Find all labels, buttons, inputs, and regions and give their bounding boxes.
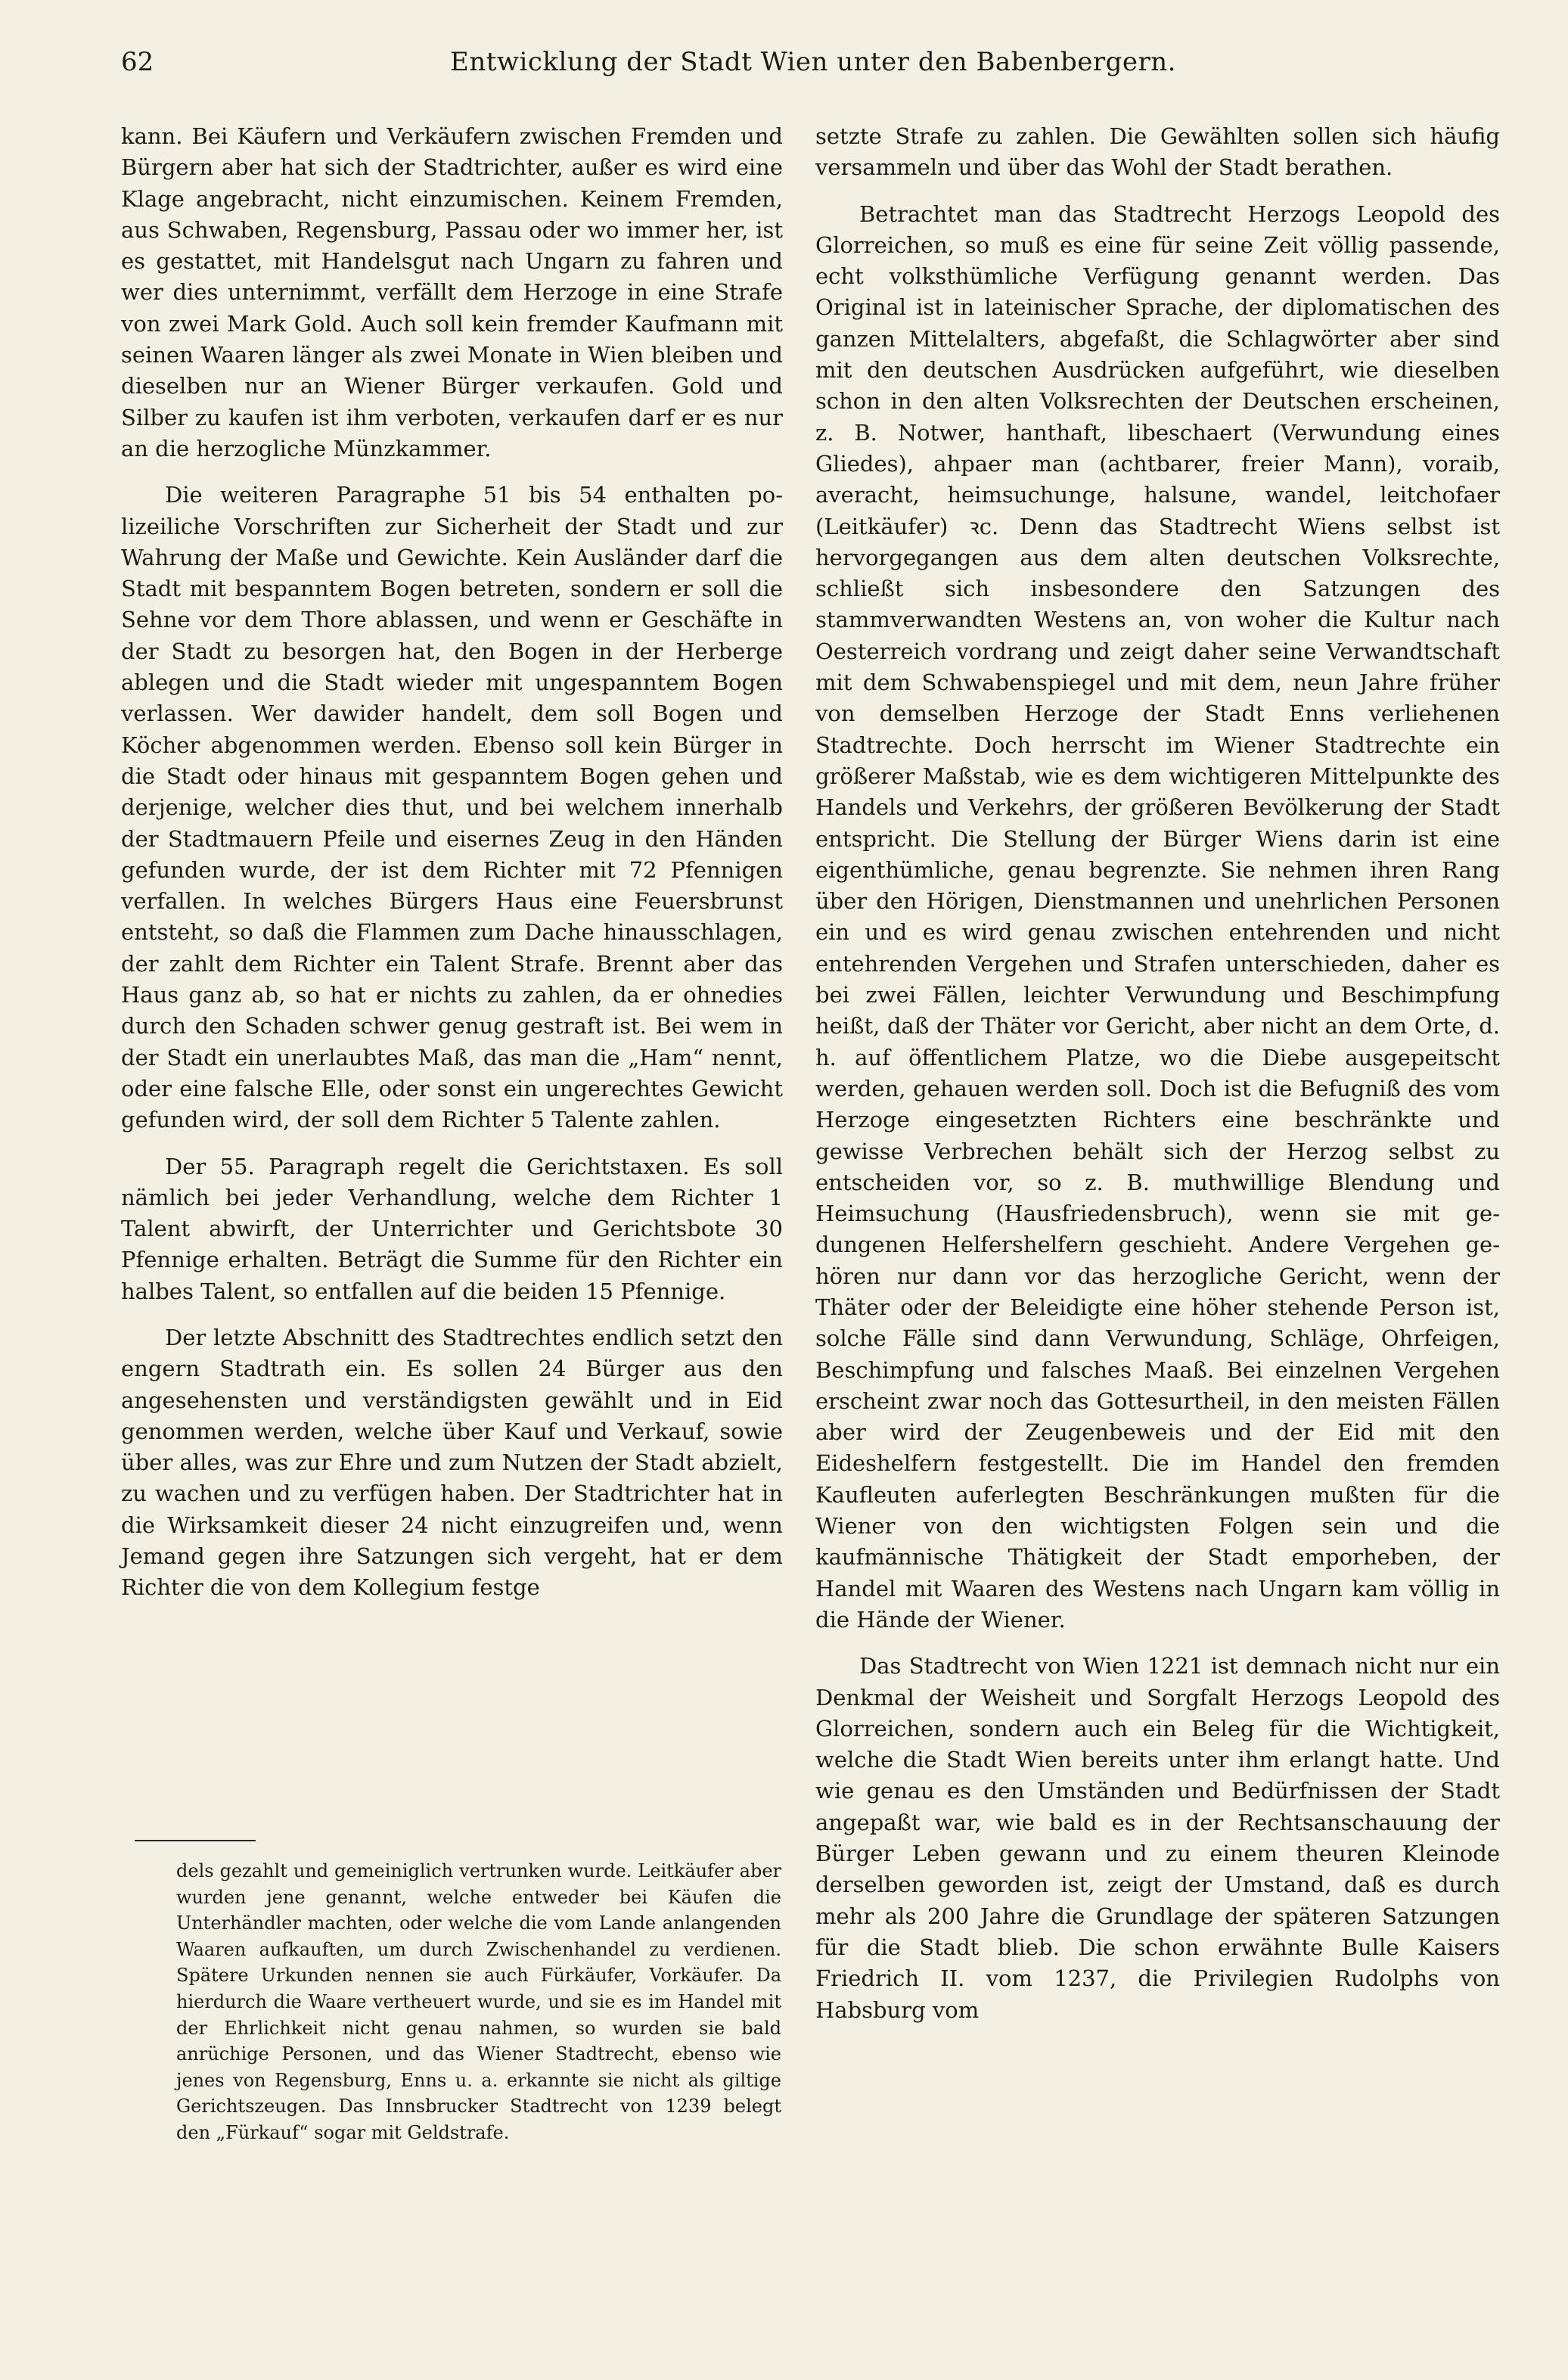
paragraph: Der 55. Paragraph regelt die Gerichtstaxen. Es soll nämlich bei jeder Verhandlung, welche dem Richter 1 Talent abwirft, der Unterrichter und Gerichtsbote 30 Pfennige erhalten. Beträgt die Summe für den Richter ein halbes Talent, so entfallen auf die beiden 15 Pfennige. (121, 1153, 783, 1304)
paragraph: Der letzte Abschnitt des Stadtrechtes endlich setzt den engern Stadtrath ein. Es sollen 24 Bürger aus den angesehensten und verständigsten gewählt und in Eid genommen werden, welche über Kauf und Verkauf, sowie über alles, was zur Ehre und zum Nutzen der Stadt abzielt, zu wachen und zu verfügen haben. Der Stadtrichter hat in die Wirksamkeit dieser 24 nicht einzugreifen und, wenn Jemand gegen ihre Satzungen sich vergeht, hat er dem Richter die von dem Kollegium festge (121, 1324, 783, 1601)
paragraph: Die weiteren Paragraphe 51 bis 54 enthalten polizeiliche Vorschriften zur Sicherheit der Stadt und zur Wahrung der Maße und Gewichte. Kein Ausländer darf die Stadt mit bespanntem Bogen betreten, sondern er soll die Sehne vor dem Thore ablassen, und wenn er Geschäfte in der Stadt zu besorgen hat, den Bogen in der Herberge ablegen und die Stadt wieder mit ungespanntem Bogen verlassen. Wer dawider handelt, dem soll Bogen und Köcher abgenommen werden. Ebenso soll kein Bürger in die Stadt oder hinaus mit gespanntem Bogen gehen und derjenige, welcher dies thut, und bei welchem innerhalb der Stadtmauern Pfeile und eisernes Zeug in den Händen gefunden wurde, der ist dem Richter mit 72 Pfennigen verfallen. In welches Bürgers Haus eine Feuersbrunst entsteht, so daß die Flammen zum Dache hinausschlagen, der zahlt dem Richter ein Talent Strafe. Brennt aber das Haus ganz ab, so hat er nichts zu zahlen, da er ohnedies durch den Schaden schwer genug gestraft ist. Bei wem in der Stadt ein unerlaubtes Maß, das man die „Ham“ nennt, oder eine falsche Elle, oder sonst ein ungerechtes Gewicht gefunden wird, der soll dem Richter 5 Talente zahlen. (121, 482, 783, 1133)
column-gutter (798, 121, 799, 2315)
running-title: Entwicklung der Stadt Wien unter den Babenbergern. (450, 47, 1176, 77)
page-number: 62 (121, 47, 154, 77)
left-column (121, 121, 783, 1619)
paragraph: kann. Bei Käufern und Verkäufern zwischen Fremden und Bürgern aber hat sich der Stadtrichter, außer es wird eine Klage angebracht, nicht einzumischen. Keinem Fremden, aus Schwaben, Regensburg, Passau oder wo immer her, ist es gestattet, mit Handelsgut nach Ungarn zu fahren und wer dies unternimmt, verfällt dem Herzoge in eine Strafe von zwei Mark Gold. Auch soll kein fremder Kaufmann mit seinen Waaren länger als zwei Monate in Wien bleiben und dieselben nur an Wiener Bürger verkaufen. Gold und Silber zu kaufen ist ihm verboten, verkaufen darf er es nur an die herzogliche Münzkammer. (121, 123, 783, 461)
paragraph: setzte Strafe zu zahlen. Die Gewählten sollen sich häufig versammeln und über das Wohl der Stadt berathen. (815, 123, 1500, 181)
footnote-rule (135, 1840, 256, 1841)
paragraph: Das Stadtrecht von Wien 1221 ist demnach nicht nur ein Denkmal der Weisheit und Sorgfalt Herzogs Leopold des Glorreichen, sondern auch ein Beleg für die Wichtigkeit, welche die Stadt Wien bereits unter ihm erlangt hatte. Und wie genau es den Umständen und Bedürfnissen der Stadt angepaßt war, wie bald es in der Rechtsanschauung der Bürger Leben gewann und zu einem theuren Kleinode derselben geworden ist, zeigt der Umstand, daß es durch mehr als 200 Jahre die Grundlage der späteren Satzungen für die Stadt blieb. Die schon erwähnte Bulle Kaisers Friedrich II. vom 1237, die Privilegien Rudolphs von Habsburg vom (815, 1653, 1500, 2023)
page-header (121, 47, 1505, 92)
footnote: dels gezahlt und gemeiniglich vertrunken wurde. Leitkäufer aber wurden jene genannt, welche entweder bei Käufen die Unterhändler machten, oder welche die vom Lande anlangenden Waaren aufkauften, um durch Zwischenhandel zu verdienen. Spätere Urkunden nennen sie auch Fürkäufer, Vorkäufer. Da hierdurch die Waare vertheuert wurde, und sie es im Handel mit der Ehrlichkeit nicht genau nahmen, so wurden sie bald anrüchige Personen, und das Wiener Stadtrecht, ebenso wie jenes von Regensburg, Enns u. a. erkannte sie nicht als giltige Gerichtszeugen. Das Innsbrucker Stadtrecht von 1239 belegt den „Fürkauf“ sogar mit Geldstrafe. (176, 1860, 781, 2143)
right-column (815, 121, 1500, 2041)
paragraph: Betrachtet man das Stadtrecht Herzogs Leopold des Glorreichen, so muß es eine für seine Zeit völlig passende, echt volksthümliche Verfügung genannt werden. Das Original ist in lateinischer Sprache, der diplomatischen des ganzen Mittelalters, abgefaßt, die Schlagwörter aber sind mit den deutschen Ausdrücken aufgeführt, wie dieselben schon in den alten Volksrechten der Deutschen erscheinen, z. B. Notwer, hanthaft, libeschaert (Verwundung eines Gliedes), ahpaer man (achtbarer, freier Mann), voraib, averacht, heimsuchunge, halsune, wandel, leitchofaer (Leitkäufer) ꝛc. Denn das Stadtrecht Wiens selbst ist hervorgegangen aus dem alten deutschen Volksrechte, schließt sich insbesondere den Satzungen des stammverwandten Westens an, von woher die Kultur nach Oesterreich vordrang und zeigt daher seine Verwandtschaft mit dem Schwabenspiegel und mit dem, neun Jahre früher von demselben Herzoge der Stadt Enns verliehenen Stadtrechte. Doch herrscht im Wiener Stadtrechte ein größerer Maßstab, wie es dem wichtigeren Mittelpunkte des Handels und Verkehrs, der größeren Bevölkerung der Stadt entspricht. Die Stellung der Bürger Wiens darin ist eine eigenthümliche, genau begrenzte. Sie nehmen ihren Rang über den Hörigen, Dienstmannen und unehrlichen Personen ein und es wird genau zwischen entehrenden und nicht entehrenden Vergehen und Strafen unterschieden, daher es bei zwei Fällen, leichter Verwundung und Beschimpfung heißt, daß der Thäter vor Gericht, aber nicht an dem Orte, d. h. auf öffentlichem Platze, wo die Diebe ausgepeitscht werden, gehauen werden soll. Doch ist die Befugniß des vom Herzoge eingesetzten Richters eine beschränkte und gewisse Verbrechen behält sich der Herzog selbst zu entscheiden vor, so z. B. muthwillige Blendung und Heimsuchung (Hausfriedensbruch), wenn sie mit gedungenen Helfershelfern geschieht. Andere Vergehen gehören nur dann vor das herzogliche Gericht, wenn der Thäter oder der Beleidigte eine höher stehende Person ist, solche Fälle sind dann Verwundung, Schläge, Ohrfeigen, Beschimpfung und falsches Maaß. Bei einzelnen Vergehen erscheint zwar noch das Gottesurtheil, in den meisten Fällen aber wird der Zeugenbeweis und der Eid mit den Eideshelfern festgestellt. Die im Handel den fremden Kaufleuten auferlegten Beschränkungen mußten für die Wiener von den wichtigsten Folgen sein und die kaufmännische Thätigkeit der Stadt emporheben, der Handel mit Waaren des Westens nach Ungarn kam völlig in die Hände der Wiener. (815, 200, 1500, 1633)
